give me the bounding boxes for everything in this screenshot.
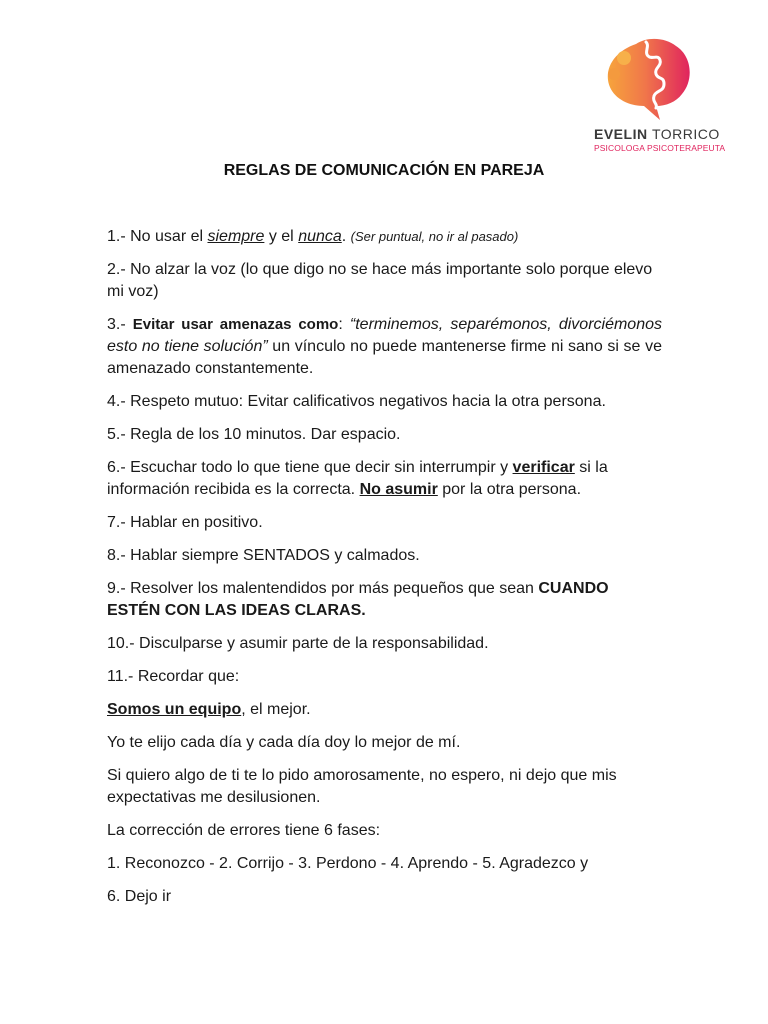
document-body <box>107 226 662 908</box>
fase-6: 6. Dejo ir <box>107 888 172 905</box>
rule-7: 7.- Hablar en positivo. <box>107 514 263 531</box>
speech-bubble-puzzle-icon <box>600 36 696 124</box>
emph-somos-un-equipo: Somos un equipo <box>107 701 242 718</box>
rule-4: 4.- Respeto mutuo: Evitar calificativos negativos hacia la otra persona. <box>107 393 606 410</box>
emph-amenazas-quote: “terminemos, separémonos, divorciémonos esto no tiene solución” <box>107 316 662 355</box>
rule-1: 1.- No usar el siempre y el nunca. (Ser puntual, no ir al pasado) <box>107 228 519 245</box>
rule-10: 10.- Disculparse y asumir parte de la responsabilidad. <box>107 635 489 652</box>
document-title: REGLAS DE COMUNICACIÓN EN PAREJA <box>223 162 545 179</box>
brand-subtitle: PSICOLOGA PSICOTERAPEUTA <box>594 143 726 153</box>
rule-6: 6.- Escuchar todo lo que tiene que decir sin interrumpir y verificar si la información recibida es la correcta. No asumir por la otra persona. <box>107 459 608 498</box>
emph-nunca: nunca <box>298 228 342 245</box>
rule-8: 8.- Hablar siempre SENTADOS y calmados. <box>107 547 420 564</box>
brand-first-name: EVELIN <box>594 126 648 142</box>
emph-no-asumir: No asumir <box>359 481 438 498</box>
equipo-line: Somos un equipo, el mejor. <box>107 701 311 718</box>
brand-name <box>594 126 720 142</box>
rule-3: 3.- Evitar usar amenazas como: “terminemos, separémonos, divorciémonos esto no tiene solución” un vínculo no puede mantenerse firme ni sano si se ve amenazado constantemente. <box>107 316 662 377</box>
elijo-line: Yo te elijo cada día y cada día doy lo mejor de mí. <box>107 734 461 751</box>
emph-siempre: siempre <box>207 228 265 245</box>
quiero-line: Si quiero algo de ti te lo pido amorosamente, no espero, ni dejo que mis expectativas me desilusionen. <box>107 767 617 806</box>
brand-last-name: TORRICO <box>651 126 720 142</box>
emph-ideas-claras: CUANDO ESTÉN CON LAS IDEAS CLARAS. <box>107 580 609 619</box>
rule-11: 11.- Recordar que: <box>107 668 240 685</box>
rule-1-note: (Ser puntual, no ir al pasado) <box>350 229 519 244</box>
emph-verificar: verificar <box>512 459 575 476</box>
fases-list: 1. Reconozco - 2. Corrijo - 3. Perdono - 4. Aprendo - 5. Agradezco y <box>107 855 589 872</box>
rule-2: 2.- No alzar la voz (lo que digo no se hace más importante solo porque elevo mi voz) <box>107 261 653 300</box>
rule-9: 9.- Resolver los malentendidos por más pequeños que sean CUANDO ESTÉN CON LAS IDEAS CLARAS. <box>107 580 609 619</box>
emph-evitar-amenazas: Evitar usar amenazas como <box>132 316 339 333</box>
rule-5: 5.- Regla de los 10 minutos. Dar espacio. <box>107 426 401 443</box>
fases-intro: La corrección de errores tiene 6 fases: <box>107 822 381 839</box>
